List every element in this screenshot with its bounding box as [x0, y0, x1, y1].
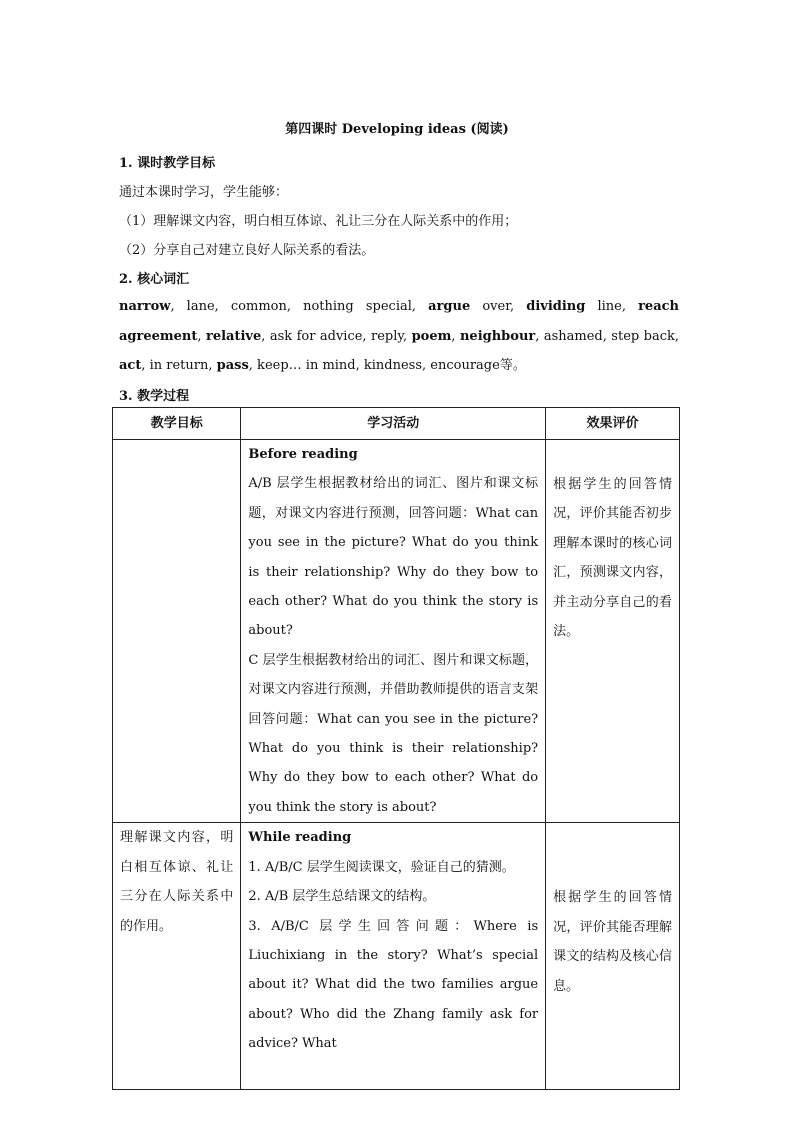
table-row — [113, 440, 680, 823]
activity-subhead: While reading — [248, 830, 352, 846]
key-word: reach agreement — [119, 299, 679, 344]
vocab-text: line, — [585, 299, 639, 314]
vocab-text: , ask for advice, reply, — [261, 328, 412, 344]
section1-heading: 1. 课时教学目标 — [119, 156, 216, 171]
evaluation-cell — [546, 823, 680, 1090]
teaching-process-table — [112, 407, 680, 1090]
key-word: poem — [411, 328, 452, 344]
header-activity: 学习活动 — [241, 408, 546, 440]
activity-cell — [241, 823, 546, 1090]
objective-item-2: （2）分享自己对建立良好人际关系的看法。 — [119, 243, 375, 258]
activity-text: C 层学生根据教材给出的词汇、图片和课文标题，对课文内容进行预测，并借助教师提供的语言支架回答问题：What can you see in the picture? What do you think is their relationship? Why do they bow to each other? What do you think the story is about? — [248, 652, 539, 815]
activity-cell — [241, 440, 546, 823]
section3-heading: 3. 教学过程 — [119, 389, 190, 404]
section1-intro: 通过本课时学习，学生能够： — [119, 185, 289, 200]
vocab-text: , in return, — [141, 358, 217, 373]
activity-step-1: 1. A/B/C 层学生阅读课文，验证自己的猜测。 — [248, 859, 515, 875]
vocab-text: over, — [470, 299, 527, 314]
goal-text: 理解课文内容，明白相互体谅、礼让三分在人际关系中的作用。 — [120, 830, 234, 934]
key-word: argue — [428, 299, 471, 314]
activity-step-3: 3. A/B/C 层学生回答问题：Where is Liuchixiang in the story? What’s special about it? What did the two families argue about? Who did the Zhang family ask for advice? What — [248, 918, 539, 1052]
vocab-text: , — [197, 328, 206, 344]
table-row — [113, 823, 680, 1090]
key-word: pass — [216, 358, 249, 373]
evaluation-cell — [546, 440, 680, 823]
activity-text: A/B 层学生根据教材给出的词汇、图片和课文标题，对课文内容进行预测，回答问题：What can you see in the picture? What do you think is their relationship? Why do they bow to each other? What do you think the story is about? — [248, 476, 539, 639]
key-word: act — [119, 358, 142, 373]
objective-item-1: （1）理解课文内容，明白相互体谅、礼让三分在人际关系中的作用； — [119, 214, 518, 229]
evaluation-text: 根据学生的回答情况，评价其能否理解课文的结构及核心信息。 — [553, 890, 672, 994]
vocab-text: , keep… in mind, kindness, encourage等。 — [248, 358, 526, 373]
vocab-text: , — [451, 328, 460, 344]
evaluation-text: 根据学生的回答情况，评价其能否初步理解本课时的核心词汇，预测课文内容，并主动分享自己的看法。 — [553, 477, 672, 640]
vocab-text: , ashamed, step back, — [535, 328, 680, 344]
key-word: relative — [205, 328, 262, 344]
key-word: dividing — [526, 299, 586, 314]
goal-cell — [113, 440, 241, 823]
goal-cell — [113, 823, 241, 1090]
vocabulary-list — [119, 292, 679, 381]
section2-heading: 2. 核心词汇 — [119, 272, 190, 287]
header-evaluation: 效果评价 — [546, 408, 680, 440]
key-word: neighbour — [459, 328, 536, 344]
table-header-row — [113, 408, 680, 440]
page-title: 第四课时 Developing ideas (阅读) — [285, 122, 509, 137]
activity-subhead: Before reading — [248, 447, 358, 462]
activity-step-2: 2. A/B 层学生总结课文的结构。 — [248, 889, 436, 905]
header-goal: 教学目标 — [113, 408, 241, 440]
key-word: narrow — [119, 299, 171, 314]
vocab-text: , lane, common, nothing special, — [170, 299, 429, 314]
